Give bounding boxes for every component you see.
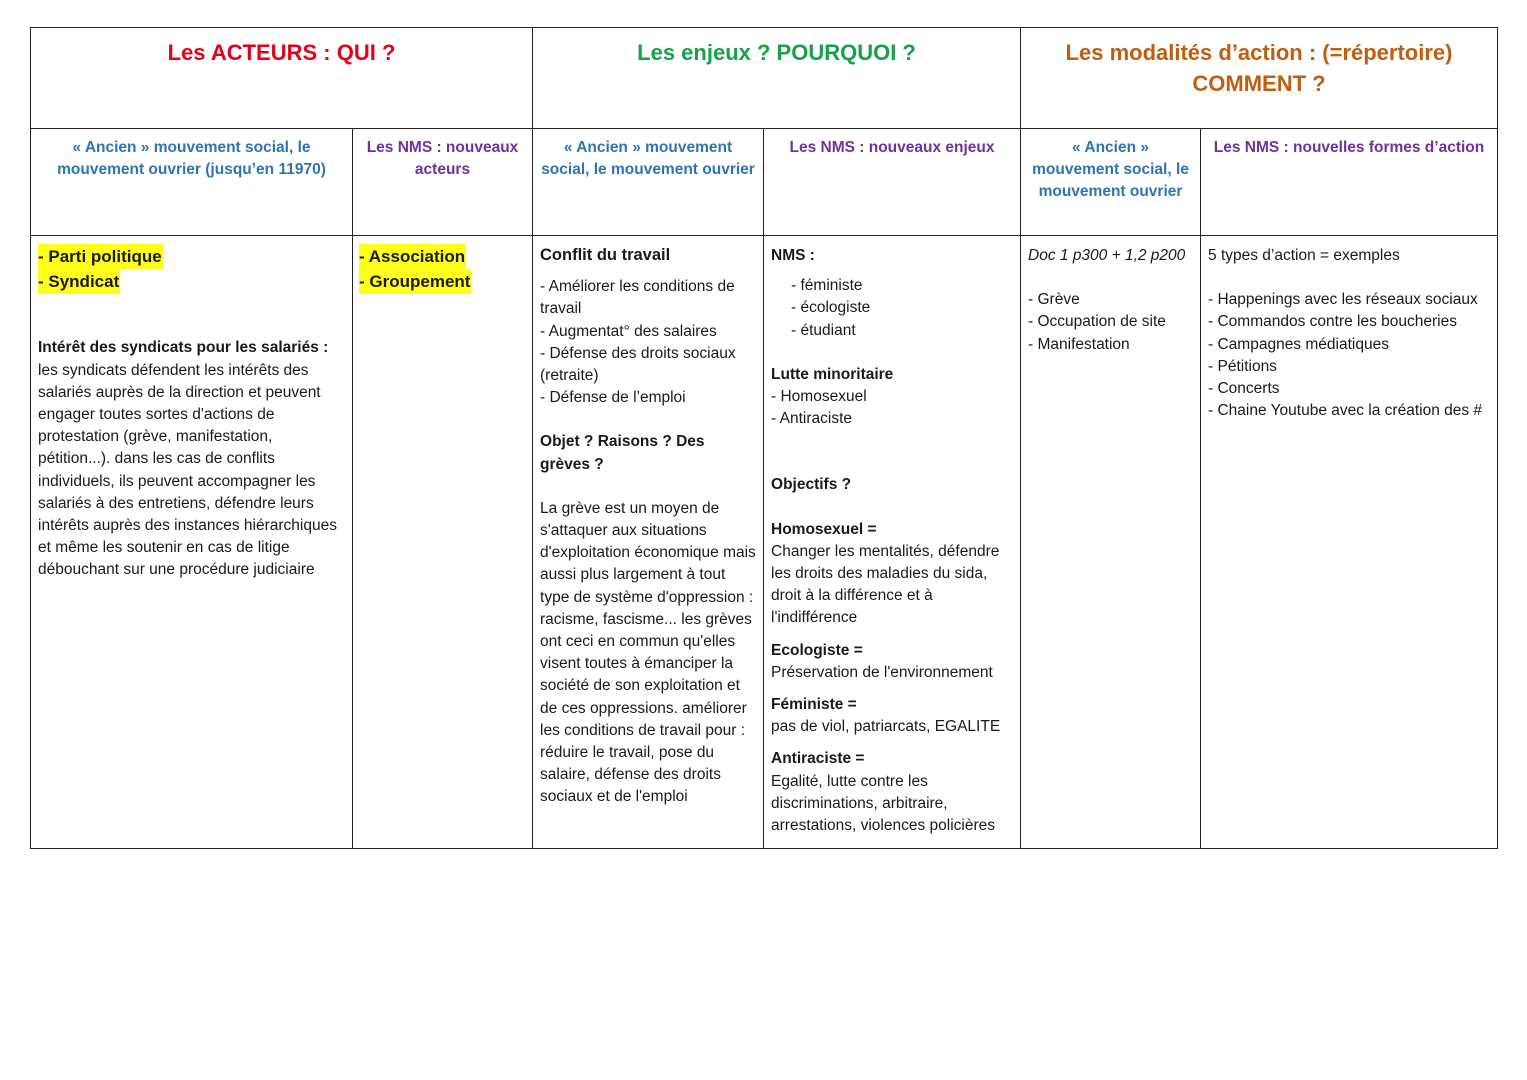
nms-acteur-item: - Groupement — [359, 269, 471, 294]
lutte-title: Lutte minoritaire — [771, 365, 894, 383]
content-row — [31, 236, 1498, 849]
header-row — [31, 28, 1498, 129]
anti-text: Egalité, lutte contre les discriminations, arbitraire, arrestations, violences policières — [771, 772, 996, 835]
interet-text: les syndicats défendent les intérêts des salariés auprès de la direction et peuvent engager toutes sortes d'actions de protestation (grève, manifestation, pétition...). dans les cas de conflits individuels, ils peuvent accompagner les salariés à des entretiens, défendre leurs intérêts auprès des instances hiérarchiques et même les soutenir en cas de litige débouchant sur une procédure judiciaire — [38, 361, 337, 579]
subheader-row — [31, 129, 1498, 236]
eco-text: Préservation de l'environnement — [771, 663, 993, 681]
subheader-text: Les NMS : nouveaux enjeux — [789, 139, 995, 156]
enjeu-item: - Défense des droits sociaux (retraite) — [540, 344, 736, 385]
action-item: - Pétitions — [1208, 357, 1277, 375]
action-item: - Campagnes médiatiques — [1208, 335, 1389, 353]
subheader-nms-acteurs — [353, 129, 533, 236]
enjeu-item: - Défense de l’emploi — [540, 389, 686, 407]
action-item: - Happenings avec les réseaux sociaux — [1208, 291, 1478, 309]
action-item: - Concerts — [1208, 380, 1280, 398]
acteur-item: - Parti politique — [38, 244, 163, 269]
header-modalites — [1021, 28, 1498, 129]
nms-item: - étudiant — [791, 321, 856, 339]
fem-text: pas de viol, patriarcats, EGALITE — [771, 718, 1001, 736]
header-enjeux — [533, 28, 1021, 129]
nms-item: - écologiste — [791, 299, 871, 317]
cell-nms-acteurs — [353, 236, 533, 849]
modalite-item: - Occupation de site — [1028, 313, 1166, 331]
anti-title: Antiraciste = — [771, 750, 865, 768]
subheader-ancien-enjeux — [533, 129, 764, 236]
subheader-ancien-modalites — [1021, 129, 1201, 236]
eco-title: Ecologiste = — [771, 641, 863, 659]
action-item: - Commandos contre les boucheries — [1208, 313, 1457, 331]
summary-table — [30, 27, 1498, 849]
fem-title: Féministe = — [771, 696, 857, 714]
subheader-text: « Ancien » mouvement social, le mouvement ouvrier — [1032, 139, 1189, 200]
header-modalites-line1: Les modalités d’action : (=répertoire) — [1065, 40, 1453, 65]
subheader-nms-modalites — [1201, 129, 1498, 236]
modalite-item: - Manifestation — [1028, 335, 1130, 353]
interet-title: Intérêt des syndicats pour les salariés : — [38, 339, 329, 357]
header-acteurs — [31, 28, 533, 129]
cell-nms-modalites — [1201, 236, 1498, 849]
doc-reference: Doc 1 p300 + 1,2 p200 — [1028, 247, 1186, 264]
cell-nms-enjeux — [764, 236, 1021, 849]
objectifs-title: Objectifs ? — [771, 476, 852, 494]
subheader-text: Les NMS : nouveaux acteurs — [366, 139, 519, 178]
nms-acteur-item: - Association — [359, 244, 466, 269]
subheader-text: « Ancien » mouvement social, le mouvement ouvrier — [541, 139, 755, 178]
subheader-ancien-acteurs — [31, 129, 353, 236]
cell-ancien-acteurs — [31, 236, 353, 849]
nms-title: NMS : — [771, 247, 815, 264]
action-item: - Chaine Youtube avec la création des # — [1208, 402, 1483, 420]
enjeu-item: - Améliorer les conditions de travail — [540, 278, 735, 318]
subheader-text: Les NMS : nouvelles formes d’action — [1213, 139, 1485, 156]
enjeu-item: - Augmentat° des salaires — [540, 322, 717, 340]
nms-item: - féministe — [791, 277, 863, 295]
greve-text: La grève est un moyen de s'attaquer aux situations d'exploitation économique mais aussi plus largement à tout type de système d'oppression : racisme, fascisme... les grèves ont ceci en commun qu'elles visent toutes à émanciper la société de son exploitation et de ces oppressions. améliorer les conditions de travail pour : réduire le travail, pose du salaire, défense des droits sociaux et de l'emploi — [540, 499, 756, 806]
conflit-title: Conflit du travail — [540, 246, 671, 264]
modalite-item: - Grève — [1028, 291, 1080, 309]
homo-title: Homosexuel = — [771, 520, 877, 538]
cell-ancien-modalites — [1021, 236, 1201, 849]
greve-question: Objet ? Raisons ? Des grèves ? — [540, 433, 705, 473]
lutte-item: - Antiraciste — [771, 410, 852, 428]
lutte-item: - Homosexuel — [771, 388, 867, 406]
types-title: 5 types d’action = exemples — [1208, 247, 1400, 264]
header-acteurs-label: Les ACTEURS : QUI ? — [167, 40, 396, 65]
header-modalites-line2: COMMENT ? — [1192, 71, 1326, 96]
subheader-text: « Ancien » mouvement social, le mouvement ouvrier (jusqu’en 11970) — [57, 139, 326, 178]
header-enjeux-label: Les enjeux ? POURQUOI ? — [637, 40, 916, 65]
subheader-nms-enjeux — [764, 129, 1021, 236]
acteur-item: - Syndicat — [38, 269, 120, 294]
cell-ancien-enjeux — [533, 236, 764, 849]
homo-text: Changer les mentalités, défendre les droits des maladies du sida, droit à la différence et à l'indifférence — [771, 542, 1000, 627]
